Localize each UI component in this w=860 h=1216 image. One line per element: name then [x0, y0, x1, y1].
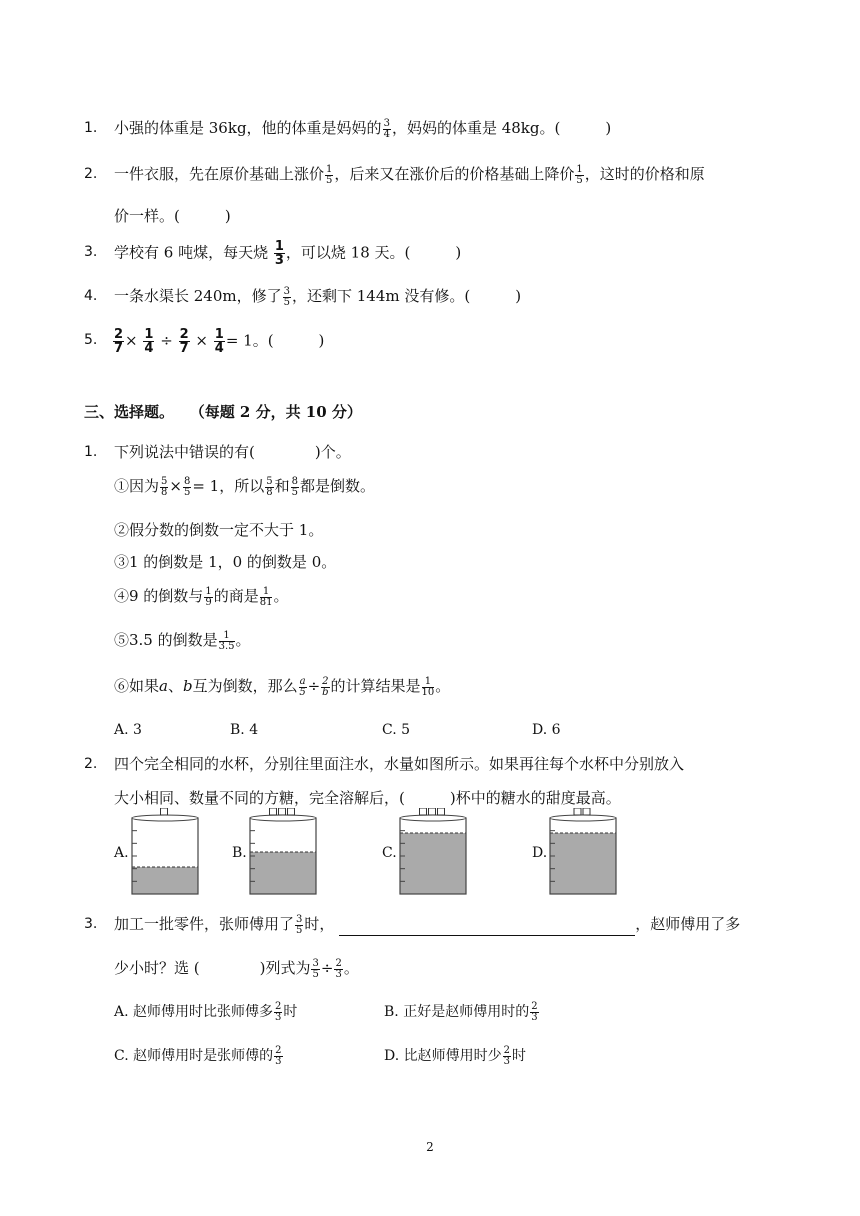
option-b[interactable]: B. 4 [230, 722, 259, 738]
q1-statement-1: ①因为 $\frac{5}{8}$ × $\frac{8}{5}$ = 1，所以 $\frac{5}{8}$ 和 $\frac{8}{5}$ 都是倒数。 [114, 475, 376, 498]
water-level [400, 833, 466, 894]
option-a[interactable]: A. 3 [114, 722, 142, 738]
q1-statement-5: ⑤3.5 的倒数是 $\frac{1}{3.5}$ 。 [114, 629, 251, 652]
option-d[interactable]: D. 6 [532, 722, 561, 738]
cup-label: C. [382, 845, 397, 861]
text: 学校有 6 吨煤，每天烧 [114, 243, 273, 262]
text: ，后来又在涨价后的价格基础上降价 [334, 165, 575, 183]
item-number: 4. [84, 288, 98, 304]
text: 小强的体重是 36kg，他的体重是妈妈的 [114, 119, 382, 137]
fraction: $\frac{3}{5}$ [283, 285, 290, 308]
item-number: 5. [84, 332, 98, 348]
sugar-cube [288, 808, 295, 815]
fraction: $\frac{1}{5}$ [326, 163, 333, 186]
judge-item-3 [114, 240, 461, 267]
q3-option-c[interactable]: C. 赵师傅用时是张师傅的 $\frac{2}{3}$ [114, 1044, 282, 1067]
fraction: $\frac{1}{4}$ [144, 327, 154, 356]
q2-line-1: 四个完全相同的水杯，分别往里面注水，水量如图所示。如果再往每个水杯中分别放入 [114, 755, 685, 773]
sugar-cube [279, 808, 286, 815]
judge-item-2 [114, 162, 705, 186]
q2-line-2: 大小相同、数量不同的方糖，完全溶解后，( )杯中的糖水的甜度最高。 [114, 789, 621, 807]
q1-statement-4: ④9 的倒数与 $\frac{1}{9}$ 的商是 $\frac{1}{81}$ 。 [114, 585, 289, 608]
cup-rim [250, 815, 316, 821]
q3-option-b[interactable]: B. 正好是赵师傅用时的 $\frac{2}{3}$ [384, 1000, 538, 1023]
water-cup [130, 808, 200, 896]
judge-item-1 [114, 116, 611, 140]
judge-item-2-cont: 价一样。( ) [114, 207, 231, 225]
water-level [550, 833, 616, 894]
fraction: $\frac{1}{5}$ [576, 163, 583, 186]
water-level [132, 867, 198, 894]
option-c[interactable]: C. 5 [382, 722, 411, 738]
water-cup [248, 808, 318, 896]
q1-statement-3: ③1 的倒数是 1，0 的倒数是 0。 [114, 553, 337, 571]
q1-stem: 下列说法中错误的有( )个。 [114, 443, 351, 461]
text: ，可以烧 18 天。( ) [285, 243, 462, 262]
answer-blank[interactable] [339, 919, 635, 936]
sugar-cube [583, 808, 590, 815]
item-number: 1. [84, 120, 98, 136]
text: ，还剩下 144m 没有修。( ) [292, 287, 522, 305]
page-number: 2 [426, 1140, 434, 1154]
text: 一件衣服，先在原价基础上涨价 [114, 165, 325, 183]
cup-label: A. [114, 845, 129, 861]
cup-rim [400, 815, 466, 821]
text: ，妈妈的体重是 48kg。( ) [391, 119, 612, 137]
sugar-cube [420, 808, 427, 815]
sugar-cube [161, 808, 168, 815]
fraction: $\frac{3}{4}$ [383, 117, 390, 140]
q3-option-d[interactable]: D. 比赵师傅用时少 $\frac{2}{3}$ 时 [384, 1044, 527, 1067]
cup-label: D. [532, 845, 548, 861]
q3-option-a[interactable]: A. 赵师傅用时比张师傅多 $\frac{2}{3}$ 时 [114, 1000, 298, 1023]
water-cup [398, 808, 468, 896]
item-number: 2. [84, 166, 98, 182]
sugar-cube [270, 808, 277, 815]
item-number: 3. [84, 244, 98, 260]
fraction: $\frac{1}{3}$ [274, 239, 284, 268]
fraction: $\frac{1}{4}$ [214, 327, 224, 356]
fraction: $\frac{2}{7}$ [179, 327, 189, 356]
text: ，这时的价格和原 [584, 165, 705, 183]
water-level [250, 852, 316, 894]
judge-item-5: $\frac{2}{7}$ × $\frac{1}{4}$ ÷ $\frac{2}{7}$ × $\frac{1}{4}$ = 1。( ) [114, 327, 325, 356]
q3-line-2: 少小时？选 ( )列式为 $\frac{3}{5}$ ÷ $\frac{2}{3}$ 。 [114, 957, 359, 980]
item-number: 1. [84, 444, 98, 460]
cup-label: B. [232, 845, 247, 861]
sugar-cube [438, 808, 445, 815]
q1-statement-2: ②假分数的倒数一定不大于 1。 [114, 521, 324, 539]
cup-rim [550, 815, 616, 821]
item-number: 2. [84, 756, 98, 772]
q1-statement-6: ⑥如果a、b互为倒数，那么 $\frac{a}{5}$ ÷ $\frac{2}{b}$ 的计算结果是 $\frac{1}{10}$ 。 [114, 675, 451, 698]
sugar-cube [429, 808, 436, 815]
sugar-cube [574, 808, 581, 815]
cup-rim [132, 815, 198, 821]
judge-item-4 [114, 284, 521, 308]
text: 一条水渠长 240m，修了 [114, 287, 282, 305]
water-cup [548, 808, 618, 896]
section-heading: 三、选择题。 （每题 2 分，共 10 分） [84, 403, 362, 421]
q3-line-1: 加工一批零件，张师傅用了 $\frac{3}{5}$ 时， ，赵师傅用了多 [114, 913, 741, 936]
fraction: $\frac{2}{7}$ [114, 327, 124, 356]
item-number: 3. [84, 916, 98, 932]
